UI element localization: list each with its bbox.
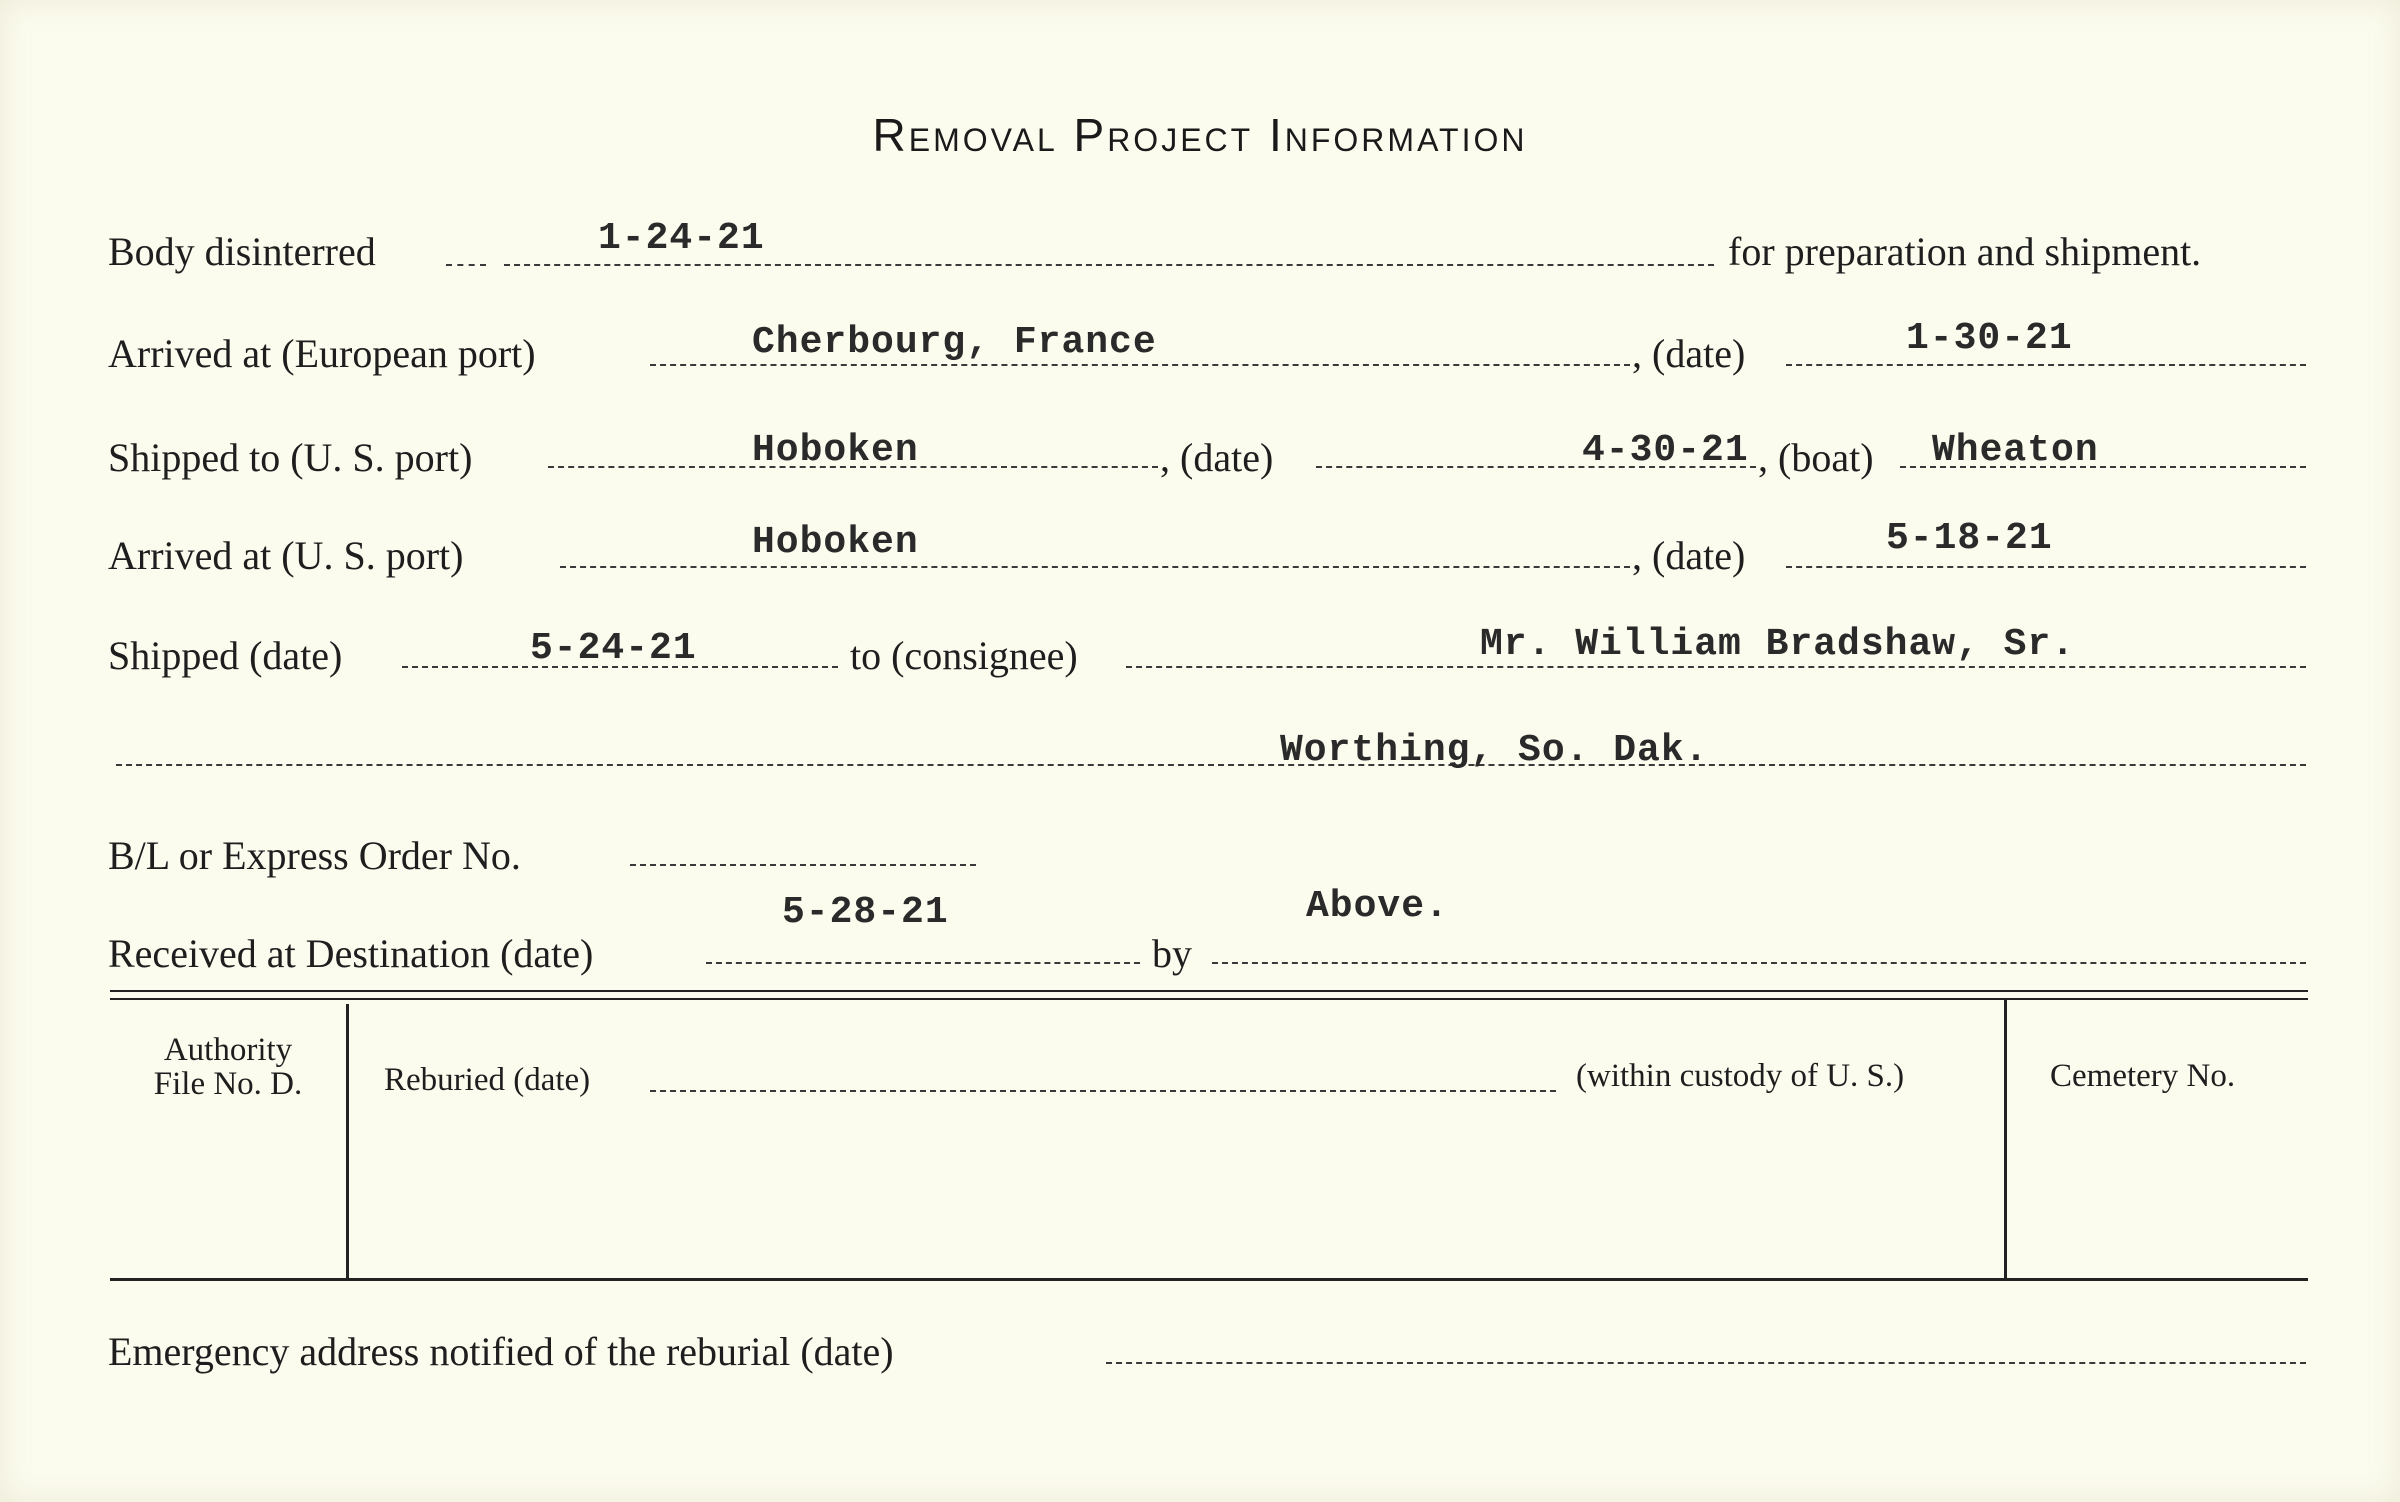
arrived-us-port-value[interactable]: Hoboken — [752, 521, 919, 564]
emergency-line — [1106, 1362, 2306, 1364]
bl-line — [630, 864, 976, 866]
reburied-line — [650, 1090, 1556, 1092]
divider-right — [2004, 1000, 2007, 1278]
arrived-eu-label: Arrived at (European port) — [108, 331, 536, 376]
custody-label: (within custody of U. S.) — [1576, 1058, 1905, 1094]
divider-top-2 — [110, 998, 2308, 1000]
consignee-line — [1126, 666, 2306, 668]
divider-left — [346, 1004, 349, 1278]
arrived-us-date-label: , (date) — [1632, 533, 1746, 578]
cemetery-no-label: Cemetery No. — [2050, 1058, 2236, 1094]
received-label: Received at Destination (date) — [108, 931, 594, 976]
arrived-eu-port-value[interactable]: Cherbourg, France — [752, 321, 1157, 364]
arrived-us-date-line — [1786, 566, 2306, 568]
consignee-label: to (consignee) — [850, 633, 1078, 678]
received-by-value[interactable]: Above. — [1306, 885, 1449, 928]
arrived-eu-line — [650, 364, 1630, 366]
disinterred-line — [504, 264, 1714, 266]
arrived-us-line — [560, 566, 1630, 568]
disinterred-lead-line — [446, 264, 486, 266]
emergency-label: Emergency address notified of the reburial (date) — [108, 1329, 894, 1374]
disinterred-suffix: for preparation and shipment. — [1728, 229, 2202, 274]
arrived-eu-date-value[interactable]: 1-30-21 — [1906, 317, 2073, 360]
disinterred-date-value[interactable]: 1-24-21 — [598, 217, 765, 260]
shipped-date-value[interactable]: 5-24-21 — [530, 627, 697, 670]
received-by-line — [1212, 962, 2306, 964]
arrived-us-label: Arrived at (U. S. port) — [108, 533, 464, 578]
shipped-us-label: Shipped to (U. S. port) — [108, 435, 473, 480]
authority-line1: Authority — [163, 1032, 293, 1068]
consignee-value[interactable]: Mr. William Bradshaw, Sr. — [1480, 623, 2076, 666]
arrived-eu-date-line — [1786, 364, 2306, 366]
address-line — [116, 764, 2306, 766]
address-value[interactable]: Worthing, So. Dak. — [1280, 729, 1709, 772]
shipped-us-boat-value[interactable]: Wheaton — [1932, 429, 2099, 472]
disinterred-label: Body disinterred — [108, 229, 376, 274]
shipped-us-port-value[interactable]: Hoboken — [752, 429, 919, 472]
shipped-us-boat-label: , (boat) — [1758, 435, 1874, 480]
arrived-eu-date-label: , (date) — [1632, 331, 1746, 376]
arrived-us-date-value[interactable]: 5-18-21 — [1886, 517, 2053, 560]
received-by-label: by — [1152, 931, 1192, 976]
divider-top-1 — [110, 990, 2308, 992]
authority-line2: File No. D. — [153, 1066, 303, 1102]
divider-bottom — [110, 1278, 2308, 1281]
shipped-us-date-label: , (date) — [1160, 435, 1274, 480]
received-date-value[interactable]: 5-28-21 — [782, 891, 949, 934]
shipped-date-label: Shipped (date) — [108, 633, 343, 678]
shipped-us-date-value[interactable]: 4-30-21 — [1582, 429, 1749, 472]
form-title: Removal Project Information — [872, 109, 1528, 161]
reburied-label: Reburied (date) — [384, 1062, 591, 1098]
received-date-line — [706, 962, 1140, 964]
bl-label: B/L or Express Order No. — [108, 833, 521, 878]
